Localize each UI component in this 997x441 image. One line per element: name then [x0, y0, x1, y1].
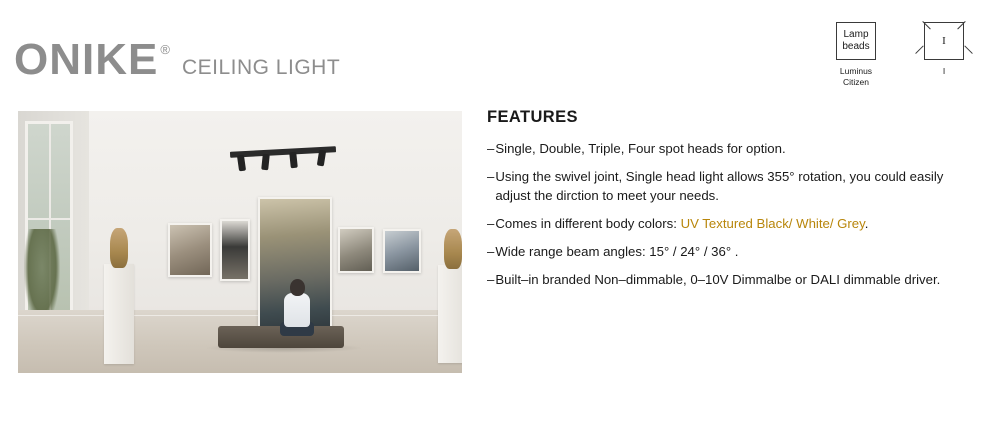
scene-sculpture-left: [110, 228, 128, 268]
lamp-beads-caption-line2: Citizen: [843, 77, 869, 87]
feature-dash: –: [487, 141, 495, 156]
feature-text-highlight: UV Textured Black/ White/ Grey: [680, 216, 865, 231]
registered-trademark-icon: ®: [160, 42, 170, 57]
feature-text: Using the swivel joint, Single head light allows 355° rotation, you could easily adjust the dirction to meet your needs.: [495, 169, 944, 203]
artwork-frame: [220, 219, 250, 281]
brand-block: [14, 35, 341, 84]
feature-list-item: [487, 214, 957, 233]
scene-visitor-head: [290, 279, 305, 296]
brand-name: ONIKE: [14, 35, 159, 84]
lamp-beads-box: [836, 22, 876, 60]
feature-list-item: [487, 270, 957, 289]
feature-text-post: .: [864, 216, 869, 231]
class-i-letter: I: [942, 35, 946, 47]
scene-artwork-1: [168, 223, 212, 277]
feature-list-item: [487, 139, 957, 158]
scene-artwork-4: [338, 227, 374, 273]
lamp-beads-caption-line1: Luminus: [839, 66, 873, 76]
feature-dash: –: [487, 169, 495, 184]
features-section: [487, 108, 957, 298]
artwork-frame: [383, 229, 421, 273]
scene-sculpture-right: [444, 229, 462, 269]
feature-text: Wide range beam angles: 15° / 24° / 36° .: [495, 244, 739, 259]
feature-dash: –: [487, 272, 495, 287]
class-i-caption: [943, 66, 945, 77]
lamp-beads-line2: beads: [842, 41, 870, 52]
lamp-beads-badge: [825, 22, 887, 88]
scene-artwork-2: [220, 219, 250, 281]
feature-text: [495, 214, 957, 233]
feature-list-item: [487, 242, 957, 261]
gallery-scene-illustration: [18, 111, 462, 373]
feature-list-item: [487, 167, 957, 205]
product-type-label: CEILING LIGHT: [181, 56, 341, 79]
feature-text: Built–in branded Non–dimmable, 0–10V Dimmalbe or DALI dimmable driver.: [495, 272, 941, 287]
feature-text-pre: Comes in different body colors:: [495, 216, 681, 231]
lamp-beads-line1: Lamp: [843, 29, 869, 40]
certification-badges: [825, 22, 975, 88]
scene-pedestal-left: [104, 264, 134, 364]
artwork-frame: [168, 223, 212, 277]
scene-pedestal-right: [438, 265, 462, 363]
artwork-frame: [338, 227, 374, 273]
class-i-badge: [913, 22, 975, 77]
scene-visitor-body: [284, 293, 310, 327]
feature-dash: –: [487, 244, 495, 259]
lamp-beads-caption: [840, 66, 872, 88]
feature-dash: –: [487, 216, 495, 231]
scene-floor-edge: [18, 315, 462, 316]
features-title: FEATURES: [487, 108, 578, 126]
class-i-diamond-icon: [924, 22, 964, 60]
product-application-photo: [18, 111, 462, 373]
feature-text: Single, Double, Triple, Four spot heads for option.: [495, 141, 786, 156]
class-i-caption-line1: I: [942, 66, 946, 76]
scene-artwork-5: [383, 229, 421, 273]
